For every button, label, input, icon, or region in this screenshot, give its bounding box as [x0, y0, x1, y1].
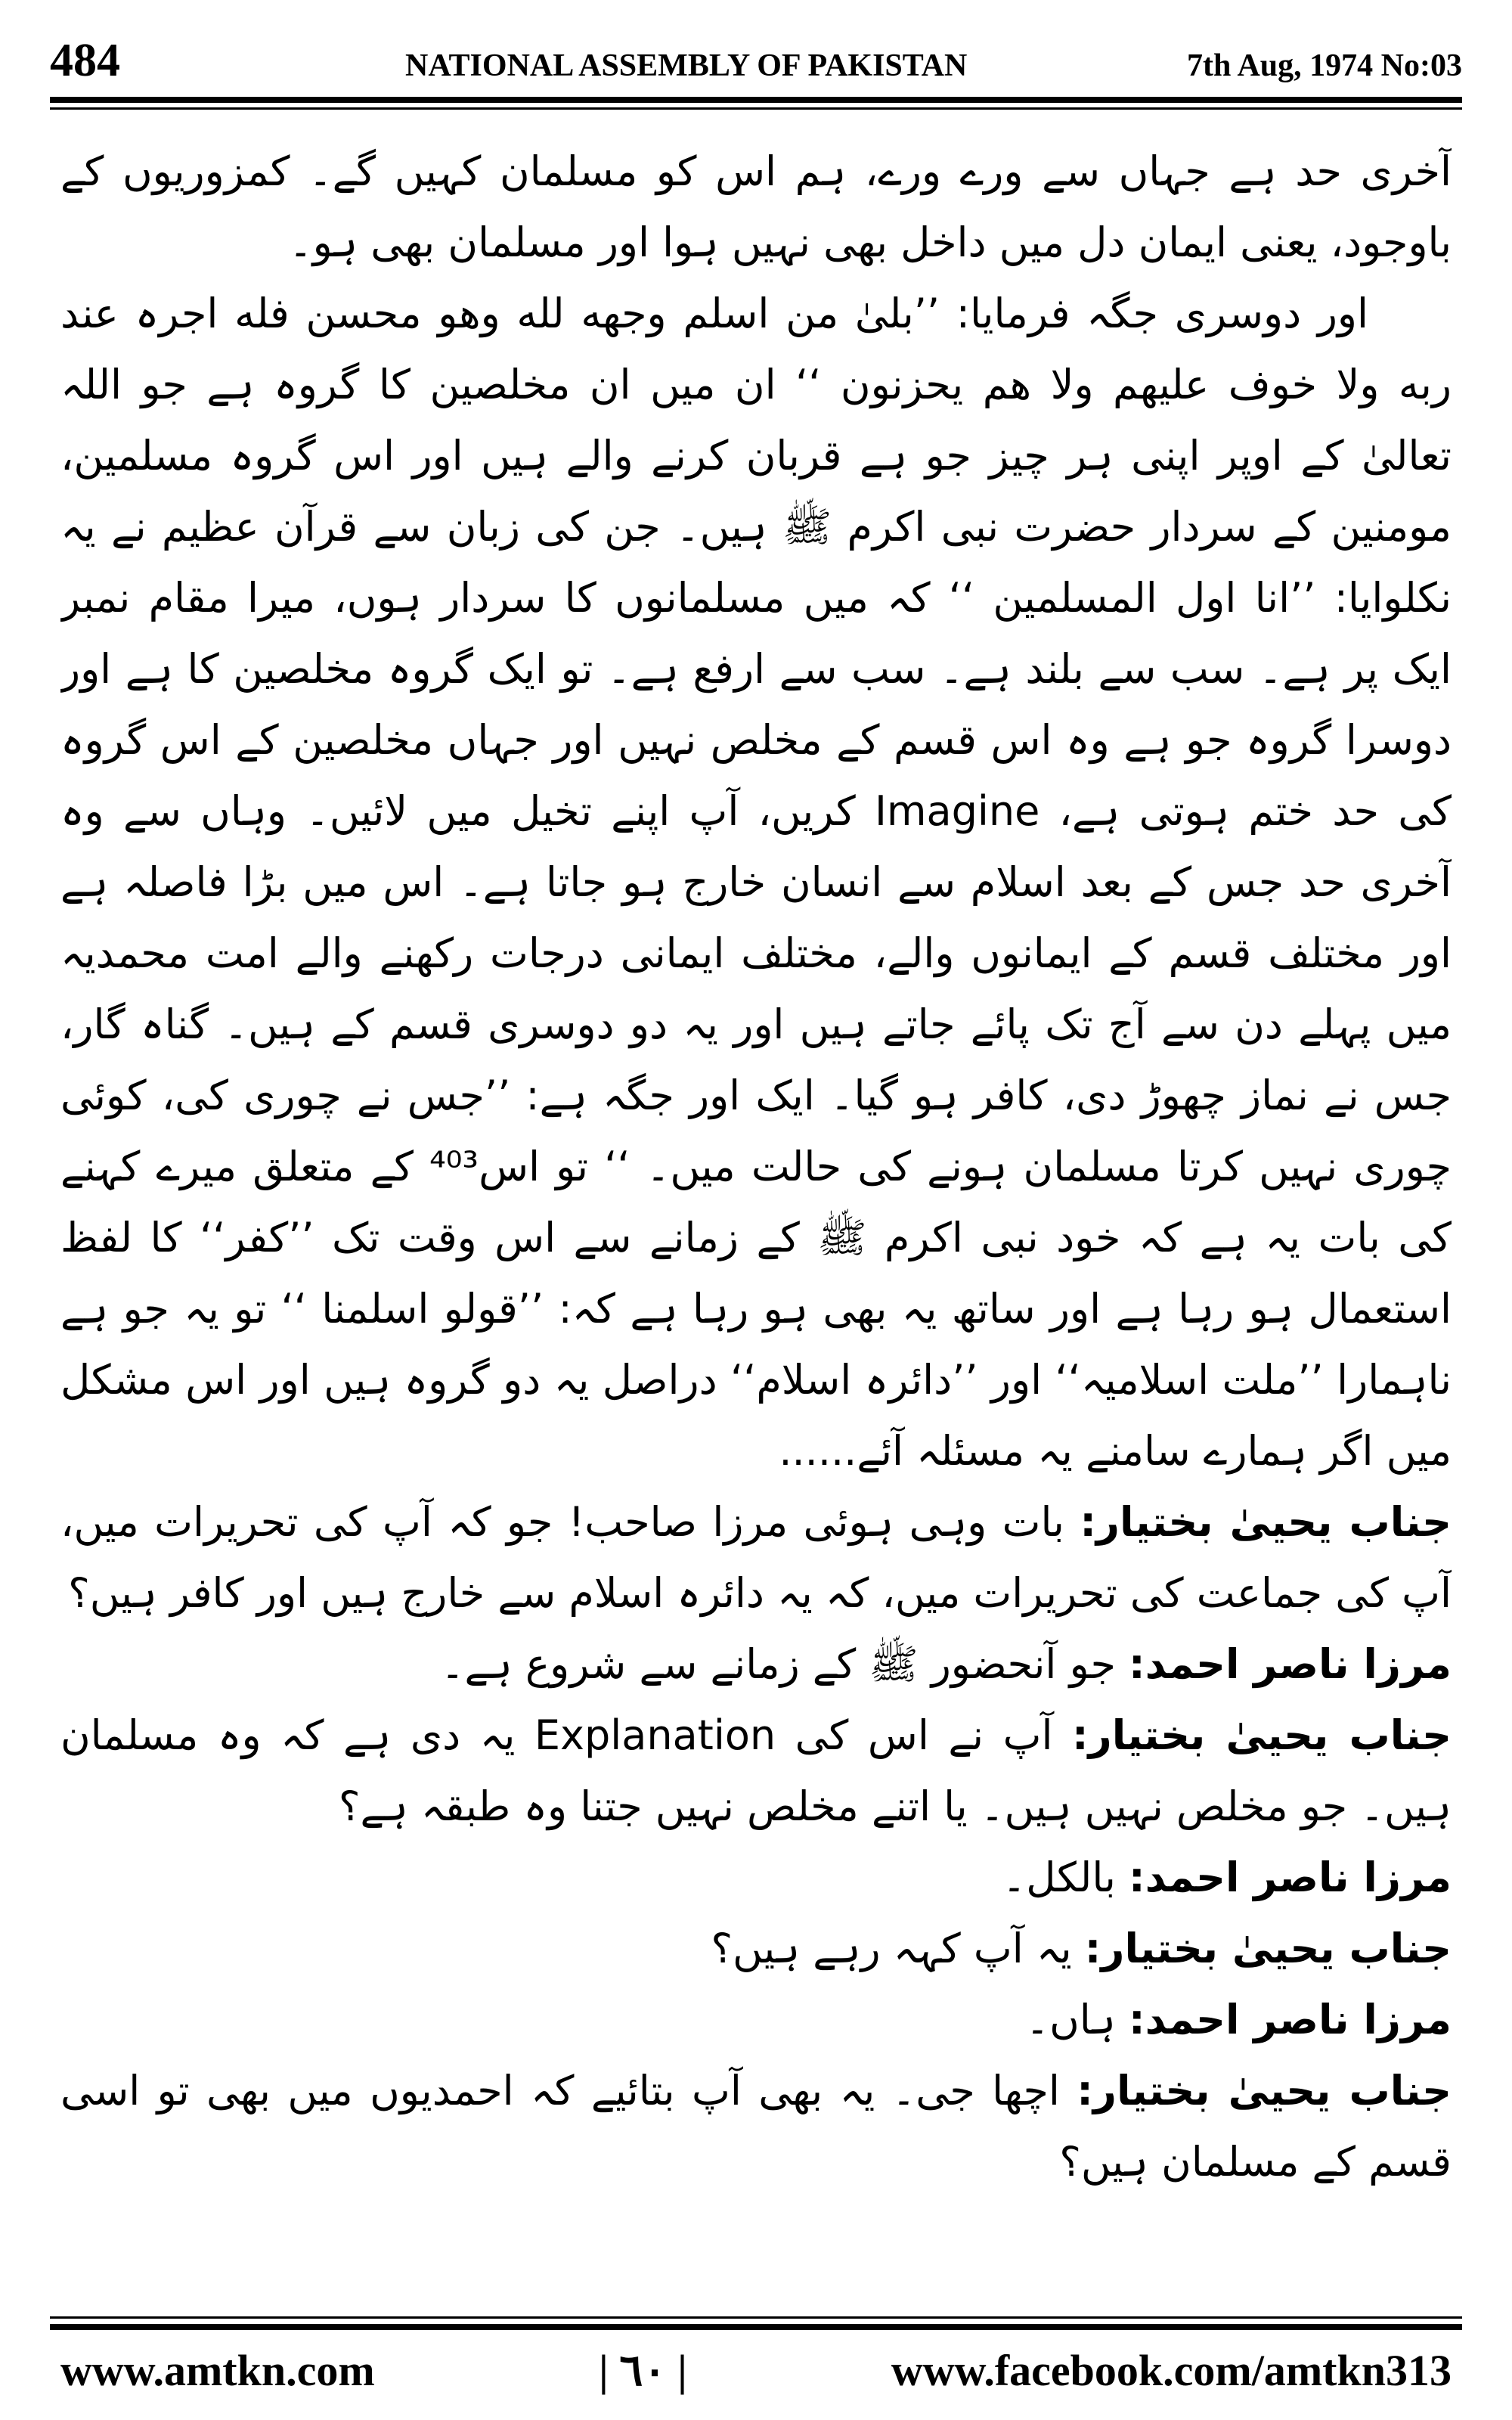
- dialogue-line: [60, 1487, 1452, 1629]
- header-rule-thick: [50, 97, 1462, 103]
- footer-rule-thick: [50, 2324, 1462, 2330]
- paragraph-1: آخری حد ہے جہاں سے ورے ورے، ہم اس کو مسلمان کہیں گے۔ کمزوریوں کے باوجود، یعنی ایمان دل میں داخل بھی نہیں ہوا اور مسلمان بھی ہو۔: [60, 147, 1452, 266]
- dialogue-line: [60, 1913, 1452, 1984]
- footer-page-marker: | ٦٠ |: [599, 2346, 687, 2395]
- header-rule-thin: [50, 107, 1462, 110]
- dialogue-line: [60, 1842, 1452, 1913]
- dialogue-text: ہاں۔: [1025, 1996, 1116, 2043]
- dialogue-line: [60, 1984, 1452, 2055]
- page-header: [50, 30, 1462, 91]
- dialogue-text: اچھا جی۔ یہ بھی آپ بتائیے کہ احمدیوں میں بھی تو اسی قسم کے مسلمان ہیں؟: [60, 2067, 1452, 2186]
- dialogue-line: [60, 1700, 1452, 1842]
- footer-facebook-link[interactable]: www.facebook.com/amtkn313: [891, 2346, 1452, 2395]
- page-footer: [60, 2341, 1452, 2401]
- header-date-number: 7th Aug, 1974 No:03: [1186, 48, 1462, 83]
- speaker-name: مرزا ناصر احمد:: [1129, 1854, 1452, 1901]
- speaker-name: جناب یحییٰ بختیار:: [1084, 1925, 1452, 1972]
- speaker-name: جناب یحییٰ بختیار:: [1072, 1711, 1452, 1759]
- speaker-name: مرزا ناصر احمد:: [1129, 1640, 1452, 1688]
- dialogue-text: جو آنحضور ﷺ کے زمانے سے شروع ہے۔: [440, 1640, 1116, 1688]
- paragraph-2: اور دوسری جگہ فرمایا: ’’بلیٰ من اسلم وجھه لله وھو محسن فله اجرہ عند ربه ولا خوف علیھم ولا ھم یحزنون ‘‘ ان میں ان مخلصین کا گروہ ہے جو اللہ تعالیٰ کے اوپر اپنی ہر چیز جو ہے قربان کرنے والے ہیں اور اس گروہ مسلمین، مومنین کے سردار حضرت نبی اکرم ﷺ ہیں۔ جن کی زبان سے قرآن عظیم نے یہ نکلوایا: ’’انا اول المسلمین ‘‘ کہ میں مسلمانوں کا سردار ہوں، میرا مقام نمبر ایک پر ہے۔ سب سے بلند ہے۔ سب سے ارفع ہے۔ تو ایک گروہ مخلصین کا ہے اور دوسرا گروہ جو ہے وہ اس قسم کے مخلص نہیں اور جہاں مخلصین کے اس گروہ کی حد ختم ہوتی ہے، Imagine کریں، آپ اپنے تخیل میں لائیں۔ وہاں سے وہ آخری حد جس کے بعد اسلام سے انسان خارج ہو جاتا ہے۔ اس میں بڑا فاصلہ ہے اور مختلف قسم کے ایمانوں والے، مختلف ایمانی درجات رکھنے والے امت محمدیہ میں پہلے دن سے آج تک پائے جاتے ہیں اور یہ دو دوسری قسم کے ہیں۔ گناہ گار، جس نے نماز چھوڑ دی، کافر ہو گیا۔ ایک اور جگہ ہے: ’’جس نے چوری کی، کوئی چوری نہیں کرتا مسلمان ہونے کی حالت میں۔ ‘‘ تو اس⁴⁰³ کے متعلق میرے کہنے کی بات یہ ہے کہ خود نبی اکرم ﷺ کے زمانے سے اس وقت تک ’’کفر‘‘ کا لفظ استعمال ہو رہا ہے اور ساتھ یہ بھی ہو رہا ہے کہ: ’’قولو اسلمنا ‘‘ تو یہ جو ہے ناہمارا ’’ملت اسلامیہ‘‘ اور ’’دائرہ اسلام‘‘ دراصل یہ دو گروہ ہیں اور اس مشکل میں اگر ہمارے سامنے یہ مسئلہ آئے......: [60, 290, 1452, 1475]
- dialogue-text: آپ نے اس کی Explanation یہ دی ہے کہ وہ مسلمان ہیں۔ جو مخلص نہیں ہیں۔ یا اتنے مخلص نہیں جتنا وہ طبقہ ہے؟: [60, 1711, 1452, 1830]
- speaker-name: جناب یحییٰ بختیار:: [1077, 2067, 1452, 2114]
- dialogue-line: [60, 2055, 1452, 2198]
- dialogue-text: بالکل۔: [1002, 1854, 1116, 1901]
- speaker-name: جناب یحییٰ بختیار:: [1080, 1498, 1452, 1546]
- page-number: 484: [50, 35, 120, 86]
- dialogue-text: بات وہی ہوئی مرزا صاحب! جو کہ آپ کی تحریرات میں، آپ کی جماعت کی تحریرات میں، کہ یہ دائرہ اسلام سے خارج ہیں اور کافر ہیں؟: [60, 1498, 1452, 1617]
- speaker-name: مرزا ناصر احمد:: [1129, 1996, 1452, 2043]
- footer-rule-thin: [50, 2316, 1462, 2319]
- dialogue-text: یہ آپ کہہ رہے ہیں؟: [711, 1925, 1072, 1972]
- footer-website-link[interactable]: www.amtkn.com: [60, 2346, 375, 2395]
- header-title: NATIONAL ASSEMBLY OF PAKISTAN: [405, 48, 968, 83]
- main-text: [60, 136, 1452, 2291]
- dialogue-line: [60, 1629, 1452, 1700]
